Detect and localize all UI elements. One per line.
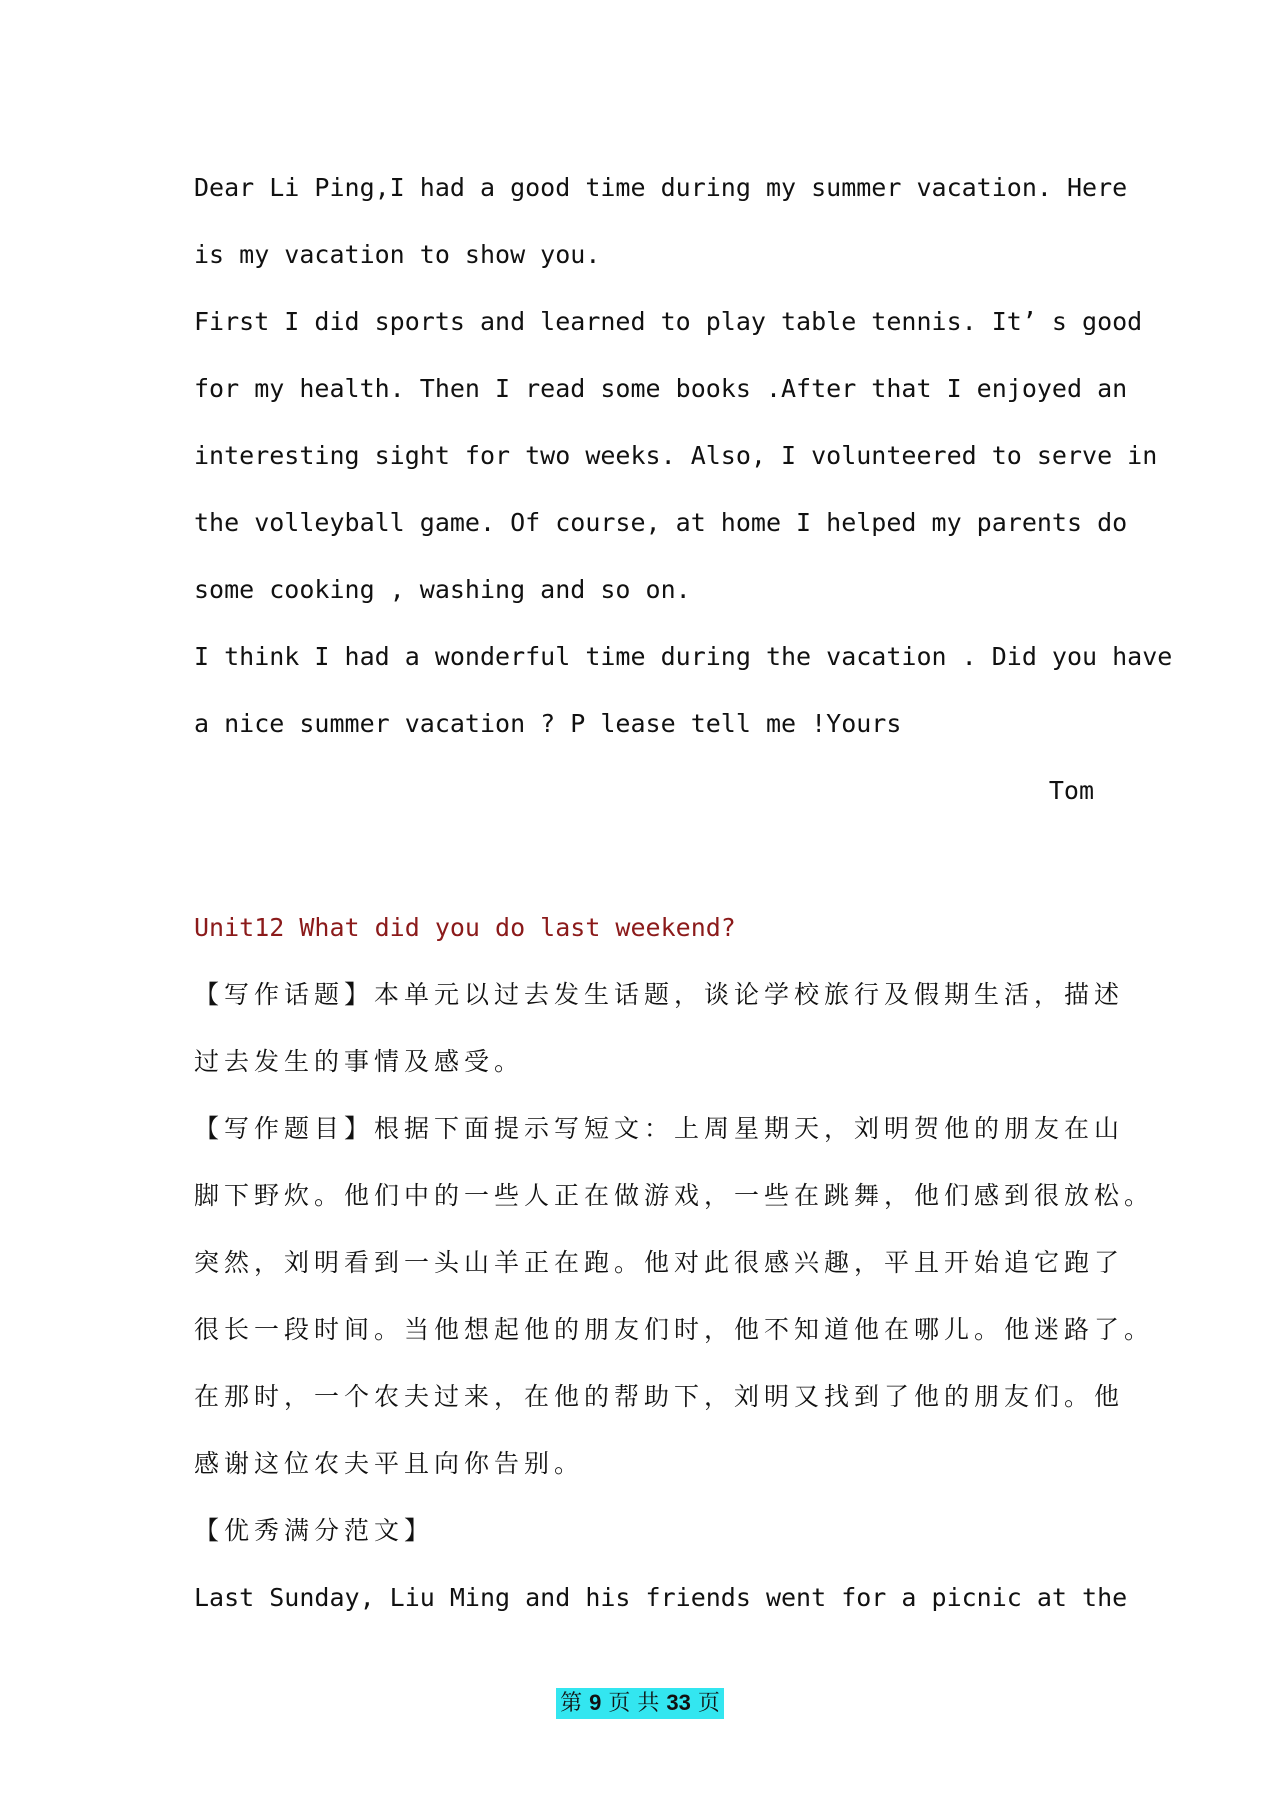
letter-line-9: a nice summer vacation ? P lease tell me !Yours	[194, 709, 902, 738]
footer-prefix: 第	[560, 1691, 583, 1716]
page-number-badge	[556, 1688, 724, 1719]
prompt-line-2: 脚下野炊。他们中的一些人正在做游戏，一些在跳舞，他们感到很放松。	[194, 1181, 1155, 1210]
page-footer	[0, 1688, 1280, 1719]
prompt-line-3: 突然，刘明看到一头山羊正在跑。他对此很感兴趣，平且开始追它跑了	[194, 1248, 1125, 1277]
topic-line-2: 过去发生的事情及感受。	[194, 1047, 525, 1076]
footer-suffix: 页	[697, 1691, 720, 1716]
letter-line-5: interesting sight for two weeks. Also, I volunteered to serve in	[194, 441, 1158, 470]
prompt-line-1: 【写作题目】根据下面提示写短文：上周星期天，刘明贺他的朋友在山	[194, 1114, 1125, 1143]
letter-line-8: I think I had a wonderful time during the vacation . Did you have	[194, 642, 1173, 671]
letter-line-1: Dear Li Ping,I had a good time during my summer vacation. Here	[194, 173, 1128, 202]
unit-heading: Unit12 What did you do last weekend?	[194, 913, 736, 942]
prompt-line-5: 在那时，一个农夫过来，在他的帮助下，刘明又找到了他的朋友们。他	[194, 1382, 1125, 1411]
letter-line-4: for my health. Then I read some books .After that I enjoyed an	[194, 374, 1128, 403]
sample-line-1: Last Sunday, Liu Ming and his friends went for a picnic at the	[194, 1583, 1128, 1612]
topic-line-1: 【写作话题】本单元以过去发生话题，谈论学校旅行及假期生活，描述	[194, 980, 1125, 1009]
letter-line-6: the volleyball game. Of course, at home I helped my parents do	[194, 508, 1128, 537]
sample-label: 【优秀满分范文】	[194, 1516, 435, 1545]
prompt-line-6: 感谢这位农夫平且向你告别。	[194, 1449, 585, 1478]
footer-middle: 页 共	[608, 1691, 660, 1716]
letter-signature: Tom	[1048, 776, 1094, 805]
letter-line-3: First I did sports and learned to play table tennis. It’ s good	[194, 307, 1143, 336]
total-pages-number: 33	[666, 1690, 691, 1715]
current-page-number: 9	[589, 1690, 602, 1715]
letter-line-2: is my vacation to show you.	[194, 240, 601, 269]
prompt-line-4: 很长一段时间。当他想起他的朋友们时，他不知道他在哪儿。他迷路了。	[194, 1315, 1155, 1344]
letter-line-7: some cooking , washing and so on.	[194, 575, 691, 604]
